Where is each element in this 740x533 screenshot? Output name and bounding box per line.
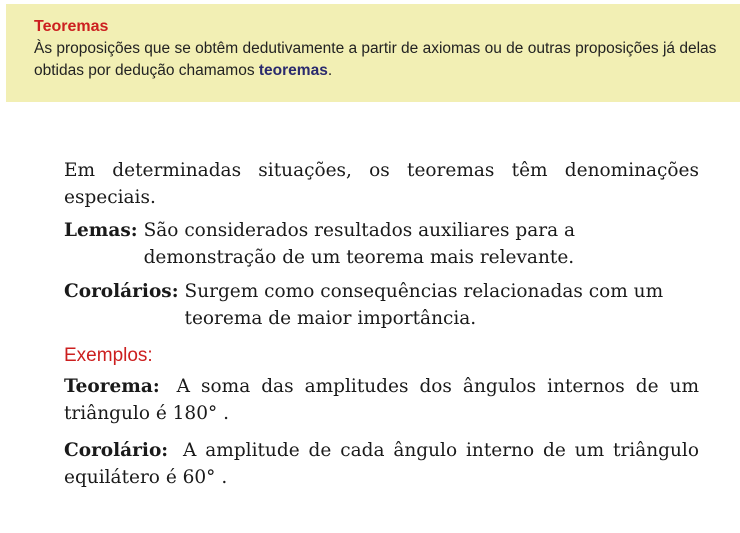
corollaries-entry <box>64 278 699 332</box>
definition-title: Teoremas <box>34 18 109 35</box>
intro-paragraph: Em determinadas situações, os teoremas têm denominações especiais. <box>64 160 699 208</box>
example-corollary-term: Corolário: <box>64 440 169 461</box>
example-theorem-text: A soma das amplitudes dos ângulos internos de um triângulo é 180° . <box>64 376 699 424</box>
example-corollary-text: A amplitude de cada ângulo interno de um triângulo equilátero é 60° . <box>64 440 699 488</box>
main-content <box>64 157 699 501</box>
definition-box <box>6 4 740 102</box>
examples-heading: Exemplos: <box>64 345 153 366</box>
corollaries-term: Corolários: <box>64 281 179 302</box>
definition-term: teoremas <box>258 62 328 79</box>
definition-text <box>34 38 740 82</box>
example-corollary <box>64 437 699 491</box>
corollaries-text: Surgem como consequências relacionadas com um teorema de maior importância. <box>184 281 664 329</box>
lemmas-text: São considerados resultados auxiliares para a demonstração de um teorema mais relevante. <box>143 220 576 268</box>
definition-text-before: Às proposições que se obtêm dedutivamente a partir de axiomas ou de outras proposições já delas obtidas por dedução chamamos <box>34 40 717 79</box>
example-theorem-term: Teorema: <box>64 376 160 397</box>
lemmas-entry <box>64 217 699 271</box>
example-theorem <box>64 373 699 427</box>
definition-text-after: . <box>327 62 333 79</box>
lemmas-term: Lemas: <box>64 220 138 241</box>
